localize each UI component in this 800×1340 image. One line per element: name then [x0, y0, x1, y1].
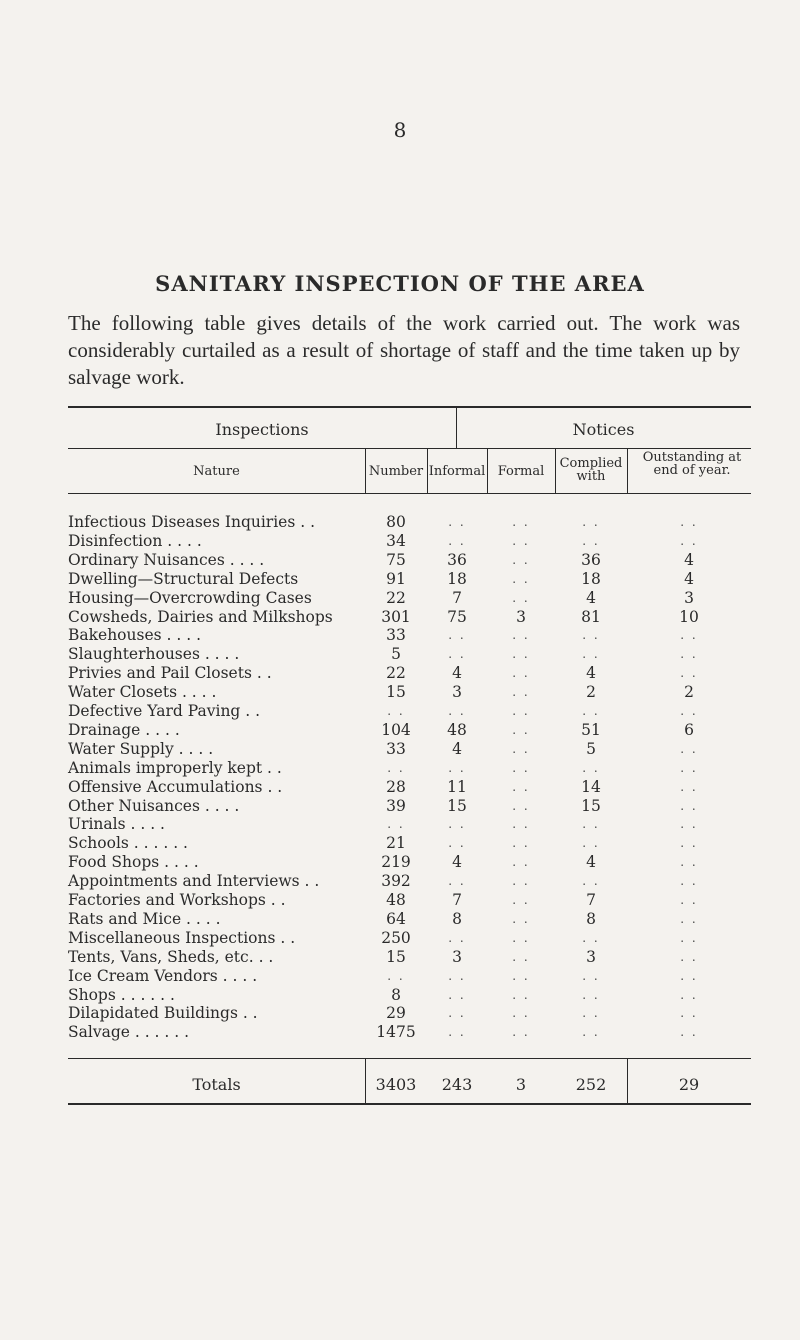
- cell-nature: Dwelling—Structural Defects: [68, 569, 299, 588]
- cell-number: 250: [381, 928, 411, 947]
- cell-number: 15: [386, 947, 406, 966]
- cell-informal: 15: [447, 796, 467, 815]
- table-row: [0, 796, 800, 816]
- cell-formal: . .: [512, 666, 530, 681]
- table-row: [0, 607, 800, 627]
- table-row: [0, 833, 800, 853]
- table-row: [0, 985, 800, 1005]
- cell-formal: . .: [512, 855, 530, 870]
- cell-outstanding: . .: [680, 874, 698, 889]
- cell-number: . .: [387, 968, 405, 983]
- cell-nature: Slaughterhouses . . . .: [68, 645, 240, 664]
- cell-formal: . .: [512, 911, 530, 926]
- totals-complied: 252: [575, 1075, 607, 1094]
- cell-number: 28: [386, 777, 406, 796]
- table-row: [0, 569, 800, 589]
- cell-complied: . .: [582, 704, 600, 718]
- cell-informal: 48: [447, 720, 467, 739]
- col-divider: [555, 449, 556, 493]
- cell-nature: Dilapidated Buildings . .: [68, 1004, 258, 1023]
- totals-row: [0, 1074, 800, 1096]
- cell-informal: . .: [448, 1006, 466, 1021]
- table-row: [0, 512, 800, 532]
- cell-outstanding: . .: [680, 798, 698, 813]
- cell-formal: . .: [512, 515, 530, 529]
- cell-formal: . .: [512, 1025, 530, 1040]
- cell-informal: . .: [448, 930, 466, 945]
- cell-outstanding: . .: [680, 779, 698, 794]
- cell-formal: . .: [512, 779, 530, 794]
- cell-complied: . .: [582, 836, 600, 851]
- cell-complied: 81: [581, 607, 601, 626]
- table-row: [0, 814, 800, 834]
- cell-informal: . .: [448, 968, 466, 983]
- cell-nature: Tents, Vans, Sheds, etc. . .: [68, 947, 274, 966]
- cell-nature: Appointments and Interviews . .: [68, 872, 320, 891]
- cell-outstanding: . .: [680, 628, 698, 643]
- cell-nature: Factories and Workshops . .: [68, 891, 286, 909]
- cell-formal: . .: [512, 741, 530, 756]
- cell-number: 64: [386, 909, 406, 928]
- cell-formal: . .: [512, 798, 530, 813]
- cell-complied: . .: [582, 817, 600, 832]
- cell-formal: . .: [512, 571, 530, 586]
- table-row: [0, 1022, 800, 1042]
- cell-formal: . .: [512, 1006, 530, 1021]
- cell-number: 1475: [376, 1023, 416, 1042]
- table-row: [0, 777, 800, 797]
- cell-formal: . .: [512, 760, 530, 775]
- table-row: [0, 1003, 800, 1023]
- cell-nature: Salvage . . . . . .: [68, 1023, 190, 1042]
- cell-complied: . .: [582, 647, 600, 662]
- cell-outstanding: . .: [680, 855, 698, 870]
- cell-complied: 15: [581, 796, 601, 815]
- cell-outstanding: . .: [680, 949, 698, 964]
- cell-informal: 4: [452, 664, 462, 683]
- cell-number: 8: [391, 985, 401, 1004]
- cell-outstanding: . .: [680, 930, 698, 945]
- page-number: 8: [393, 118, 407, 142]
- cell-nature: Food Shops . . . .: [68, 853, 199, 872]
- col-header-informal: Informal: [428, 464, 486, 479]
- cell-informal: 4: [452, 739, 462, 758]
- table-row: [0, 909, 800, 929]
- cell-formal: . .: [512, 968, 530, 983]
- cell-informal: . .: [448, 647, 466, 662]
- cell-number: . .: [387, 704, 405, 718]
- table-row: [0, 625, 800, 645]
- group-rule: [68, 448, 751, 449]
- cell-complied: . .: [582, 968, 600, 983]
- cell-informal: 3: [452, 947, 462, 966]
- cell-number: 21: [386, 834, 406, 853]
- cell-outstanding: . .: [680, 741, 698, 756]
- table-row: [0, 852, 800, 872]
- cell-complied: . .: [582, 515, 600, 529]
- col-header-complied: Complied with: [559, 456, 623, 484]
- cell-number: 29: [386, 1004, 406, 1023]
- cell-nature: Other Nuisances . . . .: [68, 796, 240, 815]
- cell-nature: Shops . . . . . .: [68, 985, 175, 1004]
- cell-outstanding: . .: [680, 647, 698, 662]
- cell-number: 33: [386, 626, 406, 645]
- cell-outstanding: . .: [680, 836, 698, 851]
- cell-informal: 7: [452, 588, 462, 607]
- table-row: [0, 588, 800, 608]
- cell-nature: Ice Cream Vendors . . . .: [68, 966, 258, 985]
- cell-number: 301: [381, 607, 411, 626]
- cell-number: 22: [386, 588, 406, 607]
- cell-informal: 18: [447, 569, 467, 588]
- cell-outstanding: 4: [684, 550, 694, 569]
- cell-nature: Water Supply . . . .: [68, 739, 214, 758]
- bottom-rule: [68, 1103, 751, 1105]
- totals-number: 3403: [375, 1075, 417, 1094]
- cell-outstanding: . .: [680, 968, 698, 983]
- intro-paragraph: The following table gives details of the work carried out. The work was considerably curtailed as a result of shortage of staff and the time taken up by salvage work.: [68, 311, 740, 389]
- cell-complied: 7: [586, 891, 596, 909]
- cell-number: 5: [391, 645, 401, 664]
- cell-complied: . .: [582, 1025, 600, 1040]
- cell-nature: Infectious Diseases Inquiries . .: [68, 513, 316, 531]
- cell-outstanding: . .: [680, 987, 698, 1002]
- cell-outstanding: . .: [680, 533, 698, 548]
- cell-outstanding: . .: [680, 515, 698, 529]
- totals-outstanding: 29: [678, 1075, 700, 1094]
- cell-formal: . .: [512, 987, 530, 1002]
- cell-nature: Rats and Mice . . . .: [68, 909, 221, 928]
- cell-nature: Housing—Overcrowding Cases: [68, 588, 312, 607]
- cell-informal: . .: [448, 987, 466, 1002]
- cell-complied: 3: [586, 947, 596, 966]
- cell-number: 33: [386, 739, 406, 758]
- table-row: [0, 739, 800, 759]
- cell-nature: Animals improperly kept . .: [68, 758, 282, 777]
- cell-outstanding: 4: [684, 569, 694, 588]
- totals-informal: 243: [441, 1075, 473, 1094]
- cell-informal: 4: [452, 853, 462, 872]
- cell-number: 48: [386, 891, 406, 909]
- cell-formal: . .: [512, 533, 530, 548]
- table-row: [0, 947, 800, 967]
- cell-informal: 11: [447, 777, 467, 796]
- table-row: [0, 663, 800, 683]
- cell-number: 75: [386, 550, 406, 569]
- table-row: [0, 531, 800, 551]
- cell-formal: . .: [512, 722, 530, 737]
- cell-nature: Privies and Pail Closets . .: [68, 664, 272, 683]
- cell-nature: Disinfection . . . .: [68, 531, 202, 550]
- cell-number: 219: [381, 853, 411, 872]
- cell-nature: Drainage . . . .: [68, 720, 180, 739]
- cell-nature: Water Closets . . . .: [68, 683, 217, 702]
- header-rule: [68, 493, 751, 494]
- cell-formal: . .: [512, 874, 530, 889]
- cell-outstanding: . .: [680, 1006, 698, 1021]
- cell-nature: Urinals . . . .: [68, 815, 165, 834]
- cell-formal: . .: [512, 552, 530, 567]
- table-row: [0, 644, 800, 664]
- cell-complied: . .: [582, 987, 600, 1002]
- cell-number: . .: [387, 760, 405, 775]
- cell-number: 39: [386, 796, 406, 815]
- table-row: [0, 550, 800, 570]
- cell-number: 22: [386, 664, 406, 683]
- cell-complied: 51: [581, 720, 601, 739]
- cell-number: 392: [381, 872, 411, 891]
- page-title: SANITARY INSPECTION OF THE AREA: [155, 271, 645, 296]
- cell-formal: . .: [512, 685, 530, 700]
- cell-informal: . .: [448, 1025, 466, 1040]
- group-divider: [456, 408, 457, 448]
- cell-informal: 36: [447, 550, 467, 569]
- cell-complied: 4: [586, 853, 596, 872]
- cell-number: 104: [381, 720, 411, 739]
- cell-informal: . .: [448, 628, 466, 643]
- cell-outstanding: 10: [679, 607, 699, 626]
- notices-group-header: Notices: [572, 420, 635, 439]
- cell-nature: Ordinary Nuisances . . . .: [68, 550, 265, 569]
- cell-informal: . .: [448, 533, 466, 548]
- totals-label: Totals: [192, 1075, 241, 1094]
- cell-complied: 36: [581, 550, 601, 569]
- table-row: [0, 701, 800, 721]
- cell-outstanding: . .: [680, 893, 698, 907]
- cell-informal: . .: [448, 874, 466, 889]
- table-row: [0, 928, 800, 948]
- table-row: [0, 890, 800, 910]
- cell-complied: 2: [586, 683, 596, 702]
- cell-formal: . .: [512, 704, 530, 718]
- col-divider: [627, 449, 628, 493]
- col-header-outstanding: Outstanding at end of year.: [642, 450, 742, 478]
- cell-number: 15: [386, 683, 406, 702]
- cell-informal: . .: [448, 817, 466, 832]
- cell-informal: . .: [448, 760, 466, 775]
- cell-formal: . .: [512, 628, 530, 643]
- col-header-number: Number: [368, 464, 424, 479]
- cell-informal: 7: [452, 891, 462, 909]
- top-rule: [68, 406, 751, 408]
- cell-outstanding: 6: [684, 720, 694, 739]
- table-row: [0, 758, 800, 778]
- cell-number: 80: [386, 513, 406, 531]
- cell-outstanding: . .: [680, 817, 698, 832]
- cell-outstanding: 3: [684, 588, 694, 607]
- table-row: [0, 682, 800, 702]
- table-row: [0, 720, 800, 740]
- cell-complied: 8: [586, 909, 596, 928]
- cell-outstanding: . .: [680, 704, 698, 718]
- cell-formal: . .: [512, 893, 530, 907]
- cell-informal: . .: [448, 836, 466, 851]
- cell-formal: 3: [516, 607, 526, 626]
- cell-nature: Schools . . . . . .: [68, 834, 188, 853]
- cell-complied: . .: [582, 760, 600, 775]
- col-divider: [365, 449, 366, 493]
- cell-formal: . .: [512, 817, 530, 832]
- cell-number: 34: [386, 531, 406, 550]
- col-divider: [487, 449, 488, 493]
- cell-outstanding: 2: [684, 683, 694, 702]
- table-row: [0, 966, 800, 986]
- cell-outstanding: . .: [680, 1025, 698, 1040]
- cell-complied: . .: [582, 628, 600, 643]
- cell-complied: . .: [582, 874, 600, 889]
- cell-complied: . .: [582, 533, 600, 548]
- cell-outstanding: . .: [680, 911, 698, 926]
- cell-informal: 8: [452, 909, 462, 928]
- cell-nature: Miscellaneous Inspections . .: [68, 928, 296, 947]
- totals-rule: [68, 1058, 751, 1059]
- cell-formal: . .: [512, 590, 530, 605]
- cell-outstanding: . .: [680, 760, 698, 775]
- cell-complied: . .: [582, 930, 600, 945]
- cell-informal: 3: [452, 683, 462, 702]
- cell-nature: Offensive Accumulations . .: [68, 777, 283, 796]
- cell-informal: . .: [448, 515, 466, 529]
- cell-complied: 4: [586, 588, 596, 607]
- cell-complied: . .: [582, 1006, 600, 1021]
- col-header-formal: Formal: [497, 464, 545, 479]
- cell-complied: 4: [586, 664, 596, 683]
- inspections-group-header: Inspections: [215, 420, 309, 439]
- cell-formal: . .: [512, 647, 530, 662]
- cell-informal: 75: [447, 607, 467, 626]
- cell-nature: Defective Yard Paving . .: [68, 702, 261, 720]
- cell-nature: Bakehouses . . . .: [68, 626, 201, 645]
- totals-formal: 3: [515, 1075, 527, 1094]
- cell-informal: . .: [448, 704, 466, 718]
- cell-formal: . .: [512, 836, 530, 851]
- col-divider: [427, 449, 428, 493]
- cell-complied: 18: [581, 569, 601, 588]
- cell-formal: . .: [512, 930, 530, 945]
- table-row: [0, 871, 800, 891]
- cell-complied: 14: [581, 777, 601, 796]
- cell-number: . .: [387, 817, 405, 832]
- col-header-nature: Nature: [193, 464, 240, 479]
- cell-formal: . .: [512, 949, 530, 964]
- cell-outstanding: . .: [680, 666, 698, 681]
- cell-number: 91: [386, 569, 406, 588]
- cell-complied: 5: [586, 739, 596, 758]
- cell-nature: Cowsheds, Dairies and Milkshops: [68, 607, 333, 626]
